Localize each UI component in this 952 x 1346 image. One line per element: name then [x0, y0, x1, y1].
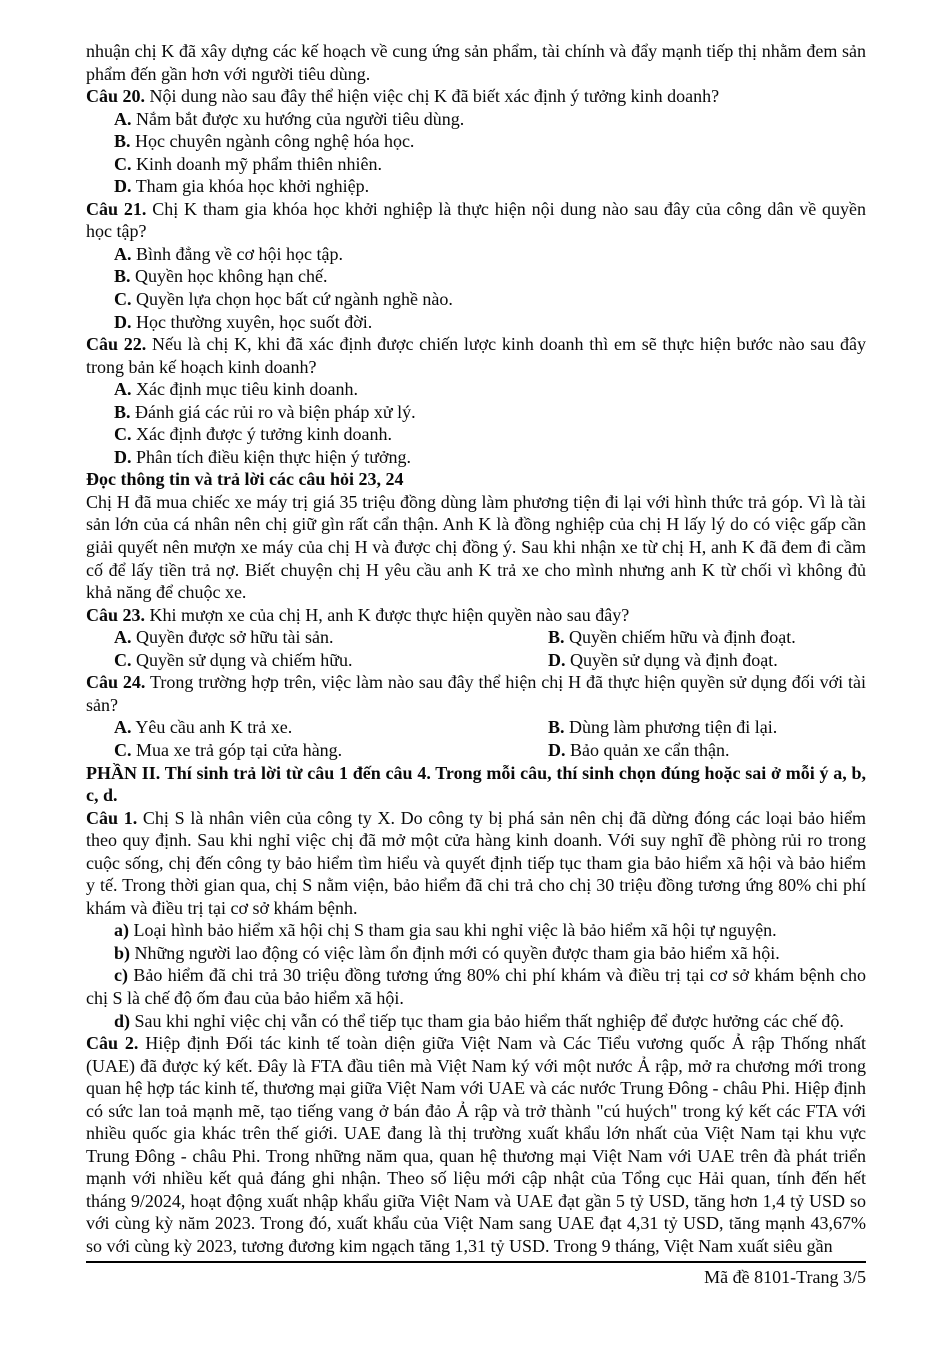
footer-divider — [86, 1261, 866, 1263]
text-run: Quyền được sở hữu tài sản. — [136, 627, 334, 648]
text-run: nhuận chị K đã xây dựng các kế hoạch về cung ứng sản phẩm, tài chính và đẩy mạnh tiếp thị nhằm đem sản phẩm đến gần hơn với người tiêu dùng. — [86, 41, 866, 84]
option-letter: A. — [114, 379, 132, 400]
text-run: Kinh doanh mỹ phẩm thiên nhiên. — [136, 153, 382, 174]
question-number: Câu 21. — [86, 198, 147, 219]
text-run: Bảo hiểm đã chi trả 30 triệu đồng tương ứng 80% chi phí khám và điều trị tại cơ sở khám bệnh cho chị S là chế độ ốm đau của bảo hiểm xã hội. — [86, 965, 866, 1008]
body-paragraph — [86, 491, 866, 604]
question-paragraph — [86, 604, 866, 627]
answer-options-row — [86, 626, 866, 649]
option-letter: C. — [114, 649, 132, 670]
answer-option — [86, 130, 866, 153]
text-run: Quyền chiếm hữu và định đoạt. — [569, 627, 796, 648]
option-letter: B. — [114, 266, 131, 287]
text-run: Khi mượn xe của chị H, anh K được thực hiện quyền nào sau đây? — [149, 604, 630, 625]
option-letter: C. — [114, 289, 132, 310]
answer-option — [86, 243, 866, 266]
text-run: Nắm bắt được xu hướng của người tiêu dùng. — [136, 108, 465, 129]
answer-option — [114, 739, 548, 762]
statement-item — [86, 964, 866, 1009]
answer-option — [86, 311, 866, 334]
answer-option — [86, 265, 866, 288]
answer-option — [86, 153, 866, 176]
text-run: Mua xe trả góp tại cửa hàng. — [136, 739, 343, 760]
text-run: Sau khi nghỉ việc chị vẫn có thể tiếp tục tham gia bảo hiểm thất nghiệp để được hưởng các chế độ. — [134, 1010, 844, 1031]
question-paragraph — [86, 333, 866, 378]
text-run: Dùng làm phương tiện đi lại. — [569, 717, 778, 738]
question-number: Câu 24. — [86, 672, 146, 693]
answer-option — [548, 626, 866, 649]
question-number: Câu 20. — [86, 86, 146, 107]
statement-letter: b) — [114, 942, 131, 963]
question-paragraph — [86, 671, 866, 716]
text-run: Những người lao động có việc làm ổn định mới có quyền được tham gia bảo hiểm xã hội. — [134, 942, 780, 963]
text-run: Hiệp định Đối tác kinh tế toàn diện giữa Việt Nam và Các Tiểu vương quốc Ả rập Thống nhất (UAE) đã được ký kết. Đây là FTA đầu tiên mà Việt Nam ký với một nước Ả rập, mở ra chương mới trong quan hệ hợp tác kinh tế, thương mại giữa Việt Nam với UAE và các nước Trung Đông - châu Phi. Hiệp định có sức lan toả mạnh mẽ, tạo tiếng vang ở bán đảo Ả rập và trở thành "cú huých" trong ký kết các FTA với nhiều quốc gia khác trên thế giới. UAE đang là thị trường xuất khẩu lớn nhất của Việt Nam tại khu vực Trung Đông - châu Phi. Trong những năm qua, quan hệ thương mại Việt Nam với UAE trên đà phát triển mạnh với nhiều kết quả đáng ghi nhận. Theo số liệu mới cập nhật của Tổng cục Hải quan, tính đến hết tháng 9/2024, hoạt động xuất nhập khẩu giữa Việt Nam và UAE đạt gần 5 tỷ USD, tăng hơn 1,4 tỷ USD so với cùng kỳ năm 2023. Trong đó, xuất khẩu của Việt Nam sang UAE đạt 4,31 tỷ USD, tăng mạnh 43,67% so với cùng kỳ 2023, tương đương kim ngạch tăng 1,31 tỷ USD. Trong 9 tháng, Việt Nam xuất siêu gần — [86, 1033, 867, 1256]
option-letter: B. — [114, 131, 131, 152]
exam-content — [86, 40, 866, 1258]
option-letter: D. — [114, 176, 132, 197]
statement-item — [86, 1010, 866, 1033]
question-number: Câu 23. — [86, 604, 146, 625]
text-run: Nếu là chị K, khi đã xác định được chiến lược kinh doanh thì em sẽ thực hiện bước nào sau đây trong bản kế hoạch kinh doanh? — [86, 334, 866, 377]
question-number: Câu 1. — [86, 807, 138, 828]
option-letter: A. — [114, 717, 132, 738]
text-run: Loại hình bảo hiểm xã hội chị S tham gia sau khi nghỉ việc là bảo hiểm xã hội tự nguyện. — [133, 920, 777, 941]
answer-option — [114, 716, 548, 739]
answer-options-row — [86, 739, 866, 762]
option-letter: B. — [548, 627, 565, 648]
text-run: Học thường xuyên, học suốt đời. — [136, 311, 373, 332]
text-run: Chị K tham gia khóa học khởi nghiệp là thực hiện nội dung nào sau đây của công dân về quyền học tập? — [86, 198, 867, 242]
option-letter: D. — [548, 739, 566, 760]
text-run: Đọc thông tin và trả lời các câu hỏi 23, 24 — [86, 469, 404, 490]
text-run: Yêu cầu anh K trả xe. — [135, 717, 293, 738]
text-run: Xác định mục tiêu kinh doanh. — [136, 379, 358, 400]
text-run: Quyền sử dụng và định đoạt. — [570, 649, 778, 670]
answer-option — [548, 739, 866, 762]
text-run: Tham gia khóa học khởi nghiệp. — [135, 176, 370, 197]
text-run: Đánh giá các rủi ro và biện pháp xử lý. — [135, 401, 416, 422]
text-run: Học chuyên ngành công nghệ hóa học. — [135, 131, 415, 152]
text-run: Quyền lựa chọn học bất cứ ngành nghề nào. — [136, 289, 453, 310]
section-heading — [86, 762, 866, 807]
question-number: Câu 22. — [86, 334, 147, 355]
answer-option — [548, 649, 866, 672]
page-footer-text: Mã đề 8101-Trang 3/5 — [704, 1267, 866, 1287]
option-letter: C. — [114, 424, 132, 445]
text-run: Xác định được ý tưởng kinh doanh. — [136, 424, 393, 445]
statement-letter: c) — [114, 965, 128, 986]
text-run: Bình đẳng về cơ hội học tập. — [136, 243, 343, 264]
option-letter: A. — [114, 627, 132, 648]
text-run: Bảo quản xe cẩn thận. — [570, 739, 730, 760]
option-letter: C. — [114, 153, 132, 174]
answer-option — [114, 649, 548, 672]
statement-item — [86, 942, 866, 965]
option-letter: B. — [548, 717, 565, 738]
question-paragraph — [86, 807, 866, 920]
answer-options-row — [86, 716, 866, 739]
text-run: Phân tích điều kiện thực hiện ý tưởng. — [136, 446, 411, 467]
option-letter: D. — [114, 446, 132, 467]
answer-option — [86, 423, 866, 446]
option-letter: D. — [114, 311, 132, 332]
text-run: Quyền học không hạn chế. — [135, 266, 328, 287]
question-number: Câu 2. — [86, 1033, 139, 1054]
text-run: PHẦN II. Thí sinh trả lời từ câu 1 đến câu 4. Trong mỗi câu, thí sinh chọn đúng hoặc sai ở mỗi ý a, b, c, d. — [86, 762, 866, 806]
statement-letter: d) — [114, 1010, 131, 1031]
answer-option — [86, 378, 866, 401]
text-run: Quyền sử dụng và chiếm hữu. — [136, 649, 353, 670]
option-letter: A. — [114, 243, 132, 264]
question-paragraph — [86, 85, 866, 108]
text-run: Chị H đã mua chiếc xe máy trị giá 35 triệu đồng dùng làm phương tiện đi lại với hình thức trả góp. Vì là tài sản lớn của cá nhân nên chị giữ gìn rất cẩn thận. Anh K là đồng nghiệp của chị H lấy lý do có việc gấp cần giải quyết nên mượn xe máy của chị H và được chị đồng ý. Sau khi nhận xe từ chị H, anh K đã đem đi cầm cố để lấy tiền trả nợ. Biết chuyện chị H yêu cầu anh K trả xe cho mình nhưng anh K từ chối vì không đủ khả năng để chuộc xe. — [86, 491, 866, 603]
section-heading — [86, 468, 866, 491]
answer-options-row — [86, 649, 866, 672]
statement-letter: a) — [114, 920, 129, 941]
text-run: Chị S là nhân viên của công ty X. Do công ty bị phá sản nên chị đã dừng đóng các loại bảo hiểm theo quy định. Sau khi nghỉ việc chị đã mở một cửa hàng kinh doanh. Với suy nghĩ đề phòng rủi ro trong cuộc sống, chị đến công ty bảo hiểm tìm hiểu và quyết định tiếp tục tham gia bảo hiểm xã hội và bảo hiểm y tế. Trong thời gian qua, chị S nằm viện, bảo hiểm đã chi trả cho chị 30 triệu đồng tương ứng 80% chi phí khám và điều trị tại cơ sở khám bệnh. — [86, 807, 867, 918]
answer-option — [548, 716, 866, 739]
text-run: Trong trường hợp trên, việc làm nào sau đây thể hiện chị H đã thực hiện quyền sử dụng đối với tài sản? — [86, 672, 867, 715]
answer-option — [114, 626, 548, 649]
answer-option — [86, 446, 866, 469]
answer-option — [86, 288, 866, 311]
answer-option — [86, 175, 866, 198]
option-letter: C. — [114, 739, 132, 760]
answer-option — [86, 108, 866, 131]
option-letter: B. — [114, 401, 131, 422]
statement-item — [86, 919, 866, 942]
body-paragraph — [86, 40, 866, 85]
answer-option — [86, 401, 866, 424]
page-footer — [704, 1266, 866, 1289]
question-paragraph — [86, 198, 866, 243]
option-letter: D. — [548, 649, 566, 670]
text-run: Nội dung nào sau đây thể hiện việc chị K đã biết xác định ý tưởng kinh doanh? — [149, 86, 720, 107]
option-letter: A. — [114, 108, 132, 129]
question-paragraph — [86, 1032, 866, 1257]
